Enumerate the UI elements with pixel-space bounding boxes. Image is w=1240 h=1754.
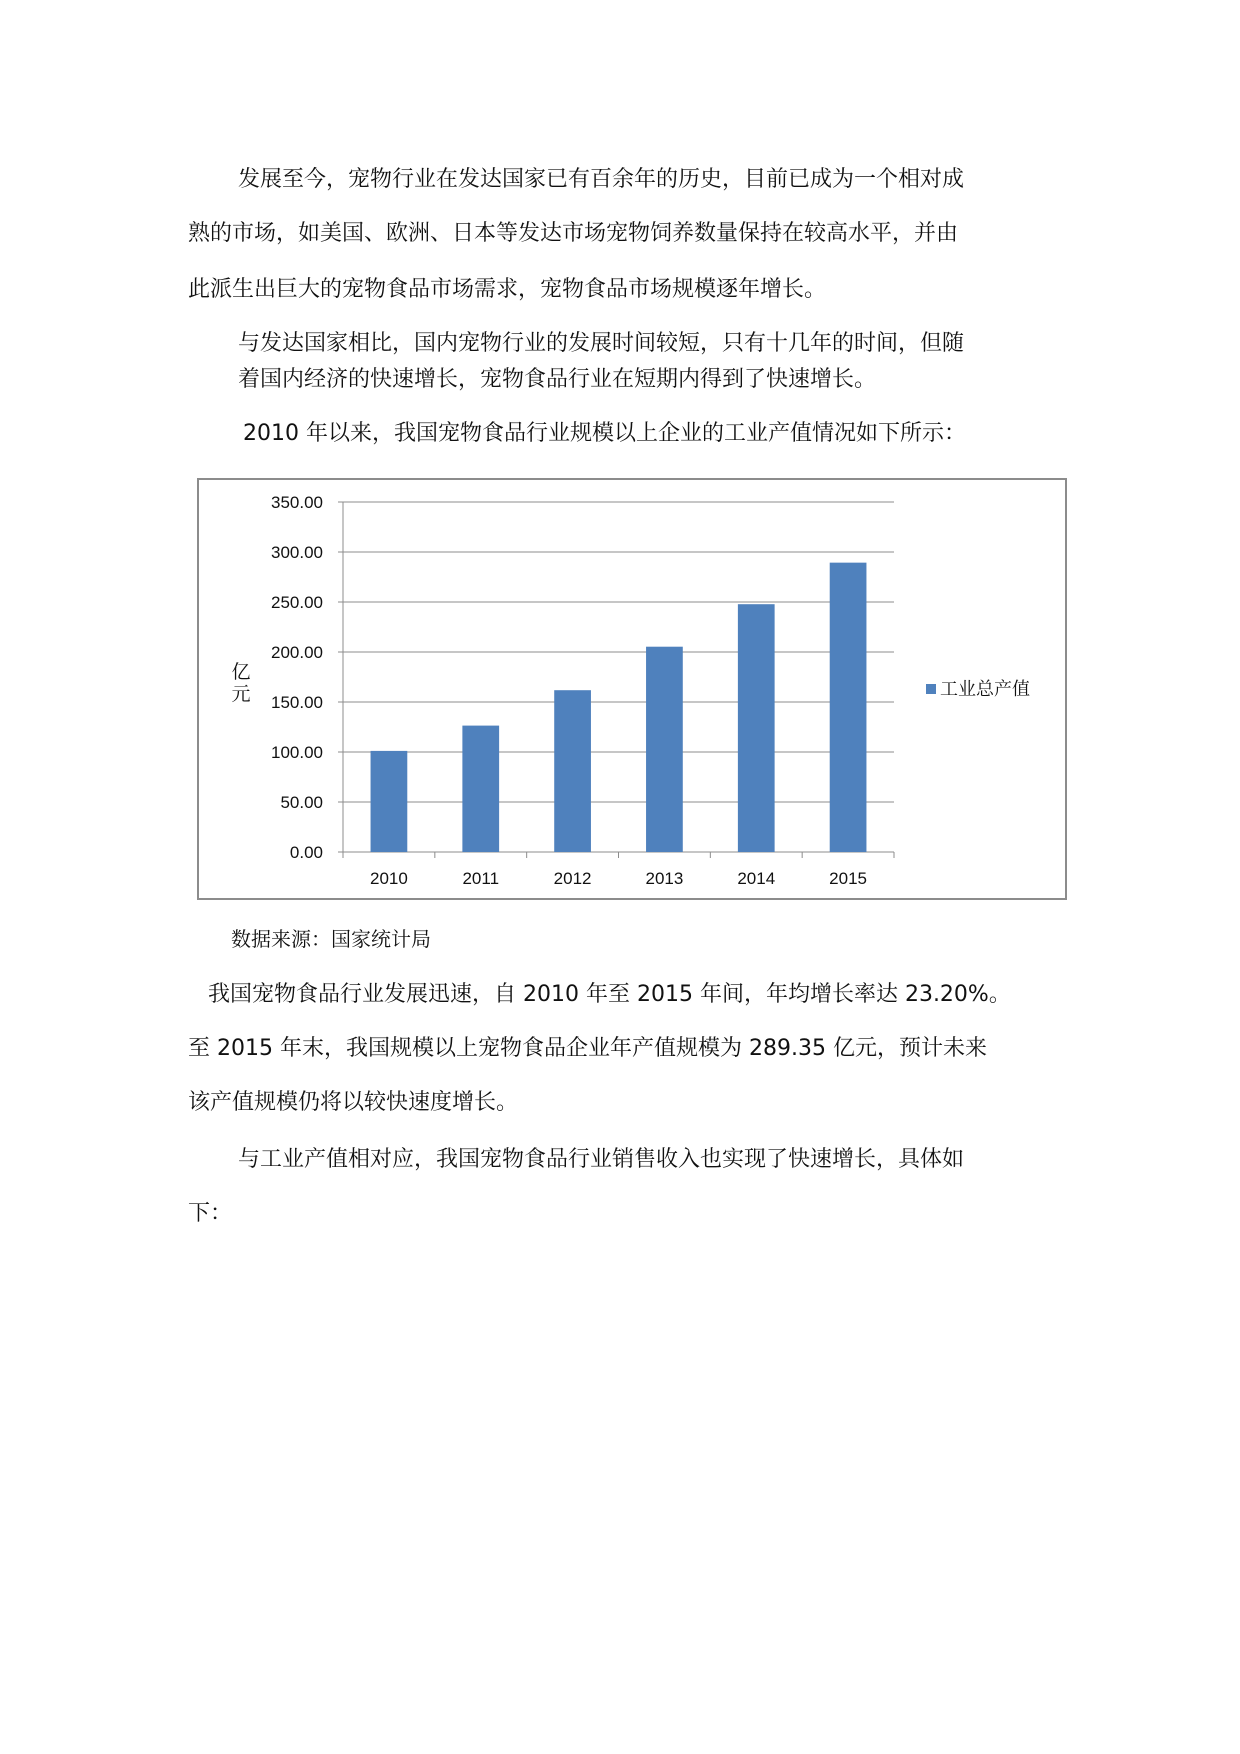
text-line: 我国宠物食品行业发展迅速，自 2010 年至 2015 年间，年均增长率达 23.20%。 <box>208 982 1011 1007</box>
text-line: 下： <box>188 1201 233 1226</box>
text-line: 至 2015 年末，我国规模以上宠物食品企业年产值规模为 289.35 亿元，预计未来 <box>188 1036 987 1061</box>
text-line: 与工业产值相对应，我国宠物食品行业销售收入也实现了快速增长，具体如 <box>238 1147 965 1172</box>
x-tick-label: 2012 <box>553 869 592 888</box>
x-tick-label: 2011 <box>462 869 500 888</box>
text-line: 此派生出巨大的宠物食品市场需求，宠物食品市场规模逐年增长。 <box>188 277 827 302</box>
x-tick-label: 2014 <box>737 869 776 888</box>
y-tick-label: 300.00 <box>271 543 323 562</box>
bar-chart <box>197 478 1067 900</box>
text-line: 着国内经济的快速增长，宠物食品行业在短期内得到了快速增长。 <box>238 367 877 392</box>
chart-svg <box>199 480 1065 898</box>
legend-label: 工业总产值 <box>940 679 1030 699</box>
legend-swatch <box>926 684 936 694</box>
bar-2011 <box>462 726 499 852</box>
y-tick-label: 0.00 <box>289 843 323 862</box>
bar-2013 <box>646 647 683 852</box>
y-tick-label: 100.00 <box>271 743 323 762</box>
text-line: 发展至今，宠物行业在发达国家已有百余年的历史，目前已成为一个相对成 <box>238 167 965 192</box>
y-tick-label: 350.00 <box>271 493 323 512</box>
text-line: 与发达国家相比，国内宠物行业的发展时间较短，只有十几年的时间，但随 <box>238 331 965 356</box>
y-tick-label: 250.00 <box>271 593 323 612</box>
y-tick-label: 50.00 <box>280 793 323 812</box>
chart-intro: 2010 年以来，我国宠物食品行业规模以上企业的工业产值情况如下所示： <box>243 421 966 446</box>
text-line: 该产值规模仍将以较快速度增长。 <box>188 1090 519 1115</box>
data-source: 数据来源：国家统计局 <box>231 927 431 951</box>
bar-2012 <box>554 690 591 852</box>
y-axis-label: 亿元 <box>231 662 251 705</box>
text-line: 熟的市场，如美国、欧洲、日本等发达市场宠物饲养数量保持在较高水平，并由 <box>188 221 959 246</box>
x-tick-label: 2010 <box>370 869 408 888</box>
bar-2010 <box>371 751 408 852</box>
y-tick-label: 200.00 <box>271 643 323 662</box>
y-tick-label: 150.00 <box>271 693 323 712</box>
bar-2014 <box>738 604 775 852</box>
x-tick-label: 2013 <box>645 869 684 888</box>
bar-2015 <box>830 563 867 852</box>
x-tick-label: 2015 <box>829 869 867 888</box>
